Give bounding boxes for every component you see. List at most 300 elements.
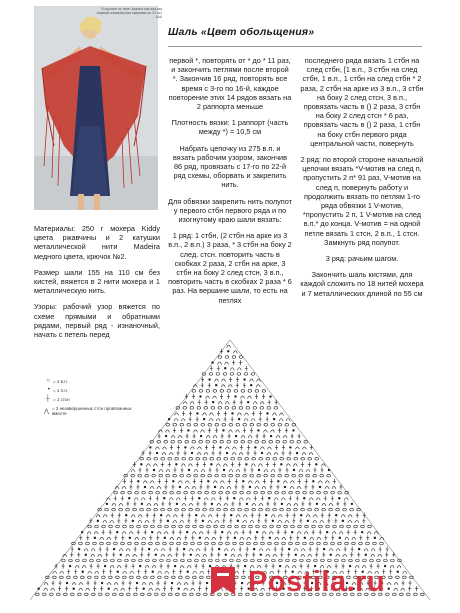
chart-stitch-symbol <box>94 537 96 539</box>
chart-stitch-symbol <box>91 554 95 557</box>
chart-stitch-symbol <box>192 440 196 443</box>
chart-stitch-symbol <box>169 498 173 501</box>
chart-stitch-symbol <box>159 518 162 523</box>
chart-stitch-symbol <box>189 508 193 511</box>
chart-stitch-symbol <box>201 474 205 477</box>
chart-stitch-symbol <box>401 588 405 591</box>
chart-stitch-symbol <box>291 434 294 439</box>
chart-stitch-symbol <box>247 542 251 545</box>
chart-stitch-symbol <box>216 559 220 562</box>
chart-stitch-symbol <box>177 537 181 540</box>
chart-stitch-symbol <box>180 520 184 523</box>
chart-stitch-symbol <box>205 537 209 540</box>
chart-stitch-symbol <box>163 491 167 494</box>
chart-stitch-symbol <box>270 396 272 398</box>
chart-stitch-symbol <box>160 514 162 516</box>
chart-stitch-symbol <box>311 484 314 489</box>
chart-stitch-symbol <box>77 552 80 557</box>
chart-stitch-symbol <box>273 462 276 467</box>
chart-stitch-symbol <box>377 559 381 562</box>
chart-stitch-symbol <box>100 542 104 545</box>
chart-stitch-symbol <box>156 452 158 454</box>
legend-label: = 1 в.п. <box>53 378 68 384</box>
chart-stitch-symbol <box>350 508 354 511</box>
chart-stitch-symbol <box>196 462 199 467</box>
chart-stitch-symbol <box>164 532 168 535</box>
chart-stitch-symbol <box>228 525 232 528</box>
chart-stitch-symbol <box>241 390 245 393</box>
chart-stitch-symbol <box>52 581 55 586</box>
chart-stitch-symbol <box>57 593 61 596</box>
chart-stitch-symbol <box>69 559 73 562</box>
chart-stitch-symbol <box>149 496 152 501</box>
photo-caption: В журнале по теме: Ааааа в ааа-ааа ааа Ааааааа аааааааа Ааа аааааааа аа. 24 №2 ААА <box>96 7 162 19</box>
chart-stitch-symbol <box>219 451 222 456</box>
chart-stitch-symbol <box>305 525 309 528</box>
chart-stitch-symbol <box>174 468 177 473</box>
chart-stitch-symbol <box>76 559 80 562</box>
chart-stitch-symbol <box>259 411 262 416</box>
chart-stitch-symbol <box>358 548 360 550</box>
chart-stitch-symbol <box>158 525 162 528</box>
chart-stitch-symbol <box>335 559 339 562</box>
chart-stitch-symbol <box>67 569 70 574</box>
chart-stitch-symbol <box>88 525 92 528</box>
chart-stitch-symbol <box>201 470 205 473</box>
chart-stitch-symbol <box>153 464 157 467</box>
chart-stitch-symbol <box>231 417 234 422</box>
chart-stitch-symbol <box>415 586 418 591</box>
chart-stitch-symbol <box>212 491 216 494</box>
chart-stitch-symbol <box>156 542 160 545</box>
chart-stitch-symbol <box>75 566 79 569</box>
chart-stitch-symbol <box>336 508 340 511</box>
chart-stitch-symbol <box>101 582 103 584</box>
double-crochet-symbol-icon: ┼ <box>45 396 50 402</box>
chart-stitch-symbol <box>105 552 108 557</box>
chart-stitch-symbol <box>261 491 265 494</box>
chart-stitch-symbol <box>134 593 138 596</box>
chart-stitch-symbol <box>332 486 336 489</box>
chart-stitch-symbol <box>252 552 255 557</box>
chart-stitch-symbol <box>179 525 183 528</box>
chart-stitch-symbol <box>184 451 187 456</box>
chart-stitch-symbol <box>116 576 120 579</box>
chart-stitch-symbol <box>224 549 228 552</box>
chart-stitch-symbol <box>259 549 263 552</box>
chart-stitch-symbol <box>308 501 311 506</box>
chart-stitch-symbol <box>347 530 350 535</box>
chart-stitch-symbol <box>274 453 278 456</box>
chart-stitch-symbol <box>175 552 178 557</box>
chart-stitch-symbol <box>157 486 161 489</box>
chart-stitch-symbol <box>154 457 158 460</box>
chart-stitch-symbol <box>293 559 297 562</box>
chart-stitch-symbol <box>282 537 286 540</box>
chart-stitch-symbol <box>125 514 127 516</box>
chart-stitch-symbol <box>239 360 242 365</box>
chart-stitch-symbol <box>215 384 217 386</box>
chart-stitch-symbol <box>246 503 248 505</box>
chart-stitch-symbol <box>336 501 339 506</box>
chart-stitch-symbol <box>155 593 159 596</box>
chart-stitch-symbol <box>248 396 252 399</box>
chart-stitch-symbol <box>354 530 357 535</box>
chart-stitch-symbol <box>281 547 284 552</box>
chart-stitch-symbol <box>183 407 187 410</box>
chart-stitch-symbol <box>234 390 238 393</box>
chart-stitch-symbol <box>282 451 285 456</box>
chart-stitch-symbol <box>114 496 117 501</box>
chart-stitch-symbol <box>289 451 292 456</box>
chart-stitch-symbol <box>338 542 342 545</box>
chart-stitch-symbol <box>152 571 154 573</box>
chart-stitch-symbol <box>186 576 190 579</box>
chart-stitch-symbol <box>244 559 248 562</box>
chart-stitch-symbol <box>385 552 388 557</box>
chart-stitch-symbol <box>258 559 262 562</box>
chart-stitch-symbol <box>247 451 250 456</box>
chart-stitch-symbol <box>160 564 163 569</box>
chart-stitch-symbol <box>224 411 227 416</box>
chart-stitch-symbol <box>154 508 158 511</box>
chart-stitch-symbol <box>208 423 212 426</box>
chart-stitch-symbol <box>248 440 252 443</box>
chart-stitch-symbol <box>255 390 259 393</box>
chart-stitch-symbol <box>238 457 242 460</box>
chart-stitch-symbol <box>304 532 308 535</box>
chart-stitch-symbol <box>303 491 307 494</box>
chart-stitch-symbol <box>199 484 202 489</box>
chart-stitch-symbol <box>209 419 213 422</box>
chart-stitch-symbol <box>178 436 182 439</box>
chart-stitch-symbol <box>177 583 181 586</box>
chart-stitch-symbol <box>188 430 190 432</box>
chart-stitch-symbol <box>107 583 111 586</box>
chart-stitch-symbol <box>114 588 118 591</box>
chart-stitch-symbol <box>214 486 216 488</box>
chart-stitch-symbol <box>257 379 261 382</box>
chart-stitch-symbol <box>217 503 221 506</box>
chart-stitch-symbol <box>267 453 271 456</box>
chart-stitch-symbol <box>212 451 215 456</box>
chart-stitch-symbol <box>260 447 264 450</box>
chart-stitch-symbol <box>313 520 317 523</box>
chart-stitch-symbol <box>226 535 229 540</box>
chart-stitch-symbol <box>220 440 224 443</box>
chart-stitch-symbol <box>190 402 194 405</box>
chart-stitch-symbol <box>172 576 176 579</box>
chart-stitch-symbol <box>361 525 365 528</box>
chart-stitch-symbol <box>313 515 317 518</box>
chart-stitch-symbol <box>233 491 237 494</box>
chart-stitch-symbol <box>230 373 234 376</box>
chart-stitch-symbol <box>308 462 311 467</box>
chart-stitch-symbol <box>266 417 269 422</box>
chart-stitch-symbol <box>114 491 118 494</box>
chart-stitch-symbol <box>180 428 183 433</box>
chart-stitch-symbol <box>185 481 189 484</box>
chart-stitch-symbol <box>146 464 150 467</box>
chart-stitch-symbol <box>227 486 231 489</box>
chart-stitch-symbol <box>235 396 237 398</box>
chart-stitch-symbol <box>268 542 272 545</box>
chart-stitch-symbol <box>135 491 139 494</box>
chart-stitch-symbol <box>97 520 99 522</box>
chart-stitch-symbol <box>329 508 333 511</box>
chart-stitch-symbol <box>137 569 140 574</box>
chart-stitch-symbol <box>117 518 120 523</box>
chart-stitch-symbol <box>241 484 244 489</box>
chart-stitch-symbol <box>202 520 204 522</box>
chart-stitch-symbol <box>331 496 334 501</box>
chart-stitch-symbol <box>215 520 219 523</box>
chart-stitch-symbol <box>276 436 280 439</box>
chart-stitch-symbol <box>172 480 174 482</box>
chart-stitch-symbol <box>243 515 247 518</box>
chart-stitch-symbol <box>277 525 281 528</box>
legend-label: = 1 п.п. <box>53 387 69 393</box>
chart-stitch-symbol <box>328 559 332 562</box>
chart-stitch-symbol <box>190 593 194 596</box>
chart-stitch-symbol <box>88 576 92 579</box>
chart-stitch-symbol <box>203 501 206 506</box>
chart-stitch-symbol <box>290 481 294 484</box>
chart-stitch-symbol <box>199 440 203 443</box>
chart-stitch-symbol <box>217 457 221 460</box>
chart-stitch-symbol <box>139 468 142 473</box>
chart-stitch-symbol <box>272 559 276 562</box>
chart-stitch-symbol <box>234 537 236 539</box>
chart-stitch-symbol <box>152 518 155 523</box>
chart-stitch-symbol <box>292 518 295 523</box>
chart-stitch-symbol <box>236 474 240 477</box>
chart-stitch-symbol <box>265 559 269 562</box>
chart-stitch-symbol <box>209 373 213 376</box>
chart-stitch-symbol <box>289 446 291 448</box>
chart-stitch-symbol <box>356 513 359 518</box>
chart-stitch-symbol <box>87 532 91 535</box>
chart-stitch-symbol <box>171 440 175 443</box>
chart-stitch-symbol <box>176 593 180 596</box>
materials-paragraph: Материалы: 250 г мохера Kiddy цвета ржавчины и 2 катушки металлической нити Madeira медного цвета, крючок №2. <box>34 224 160 261</box>
slip-symbol-icon: • <box>47 387 50 393</box>
chart-stitch-symbol <box>144 569 147 574</box>
chart-stitch-symbol <box>278 515 282 518</box>
chart-stitch-symbol <box>221 531 223 533</box>
chart-stitch-symbol <box>203 462 206 467</box>
chart-stitch-symbol <box>209 468 212 473</box>
chart-stitch-symbol <box>53 576 57 579</box>
chart-stitch-symbol <box>264 423 268 426</box>
chart-stitch-symbol <box>194 470 198 473</box>
chart-stitch-symbol <box>162 447 166 450</box>
chart-stitch-symbol <box>232 407 236 410</box>
chart-stitch-symbol <box>113 548 115 550</box>
chart-stitch-symbol <box>207 480 209 482</box>
edging-row2-paragraph: 2 ряд: по второй стороне начальной цепочки вязать *V-мотив на след п, пропустить 2 п* 91 раз, V-мотив на след п, повернуть работу и продолжить вязать по петлям 1-го ряда обвязки 1 V-мотив, *пропустить 2 п, 1 V-мотив на след в.п.* до конца. V-мотив = на одной петле вязать 1 стсн, 2 в.п., 1 стсн. Замкнуть ряд полупот. <box>300 155 424 247</box>
chart-stitch-symbol <box>93 586 96 591</box>
chart-stitch-symbol <box>227 390 231 393</box>
chart-stitch-symbol <box>284 486 286 488</box>
chart-stitch-symbol <box>208 515 212 518</box>
chart-stitch-symbol <box>94 581 97 586</box>
chart-stitch-symbol <box>186 434 189 439</box>
chart-stitch-symbol <box>125 559 129 562</box>
chart-stitch-symbol <box>120 554 122 556</box>
chart-stitch-symbol <box>220 481 224 484</box>
chart-stitch-symbol <box>208 383 211 388</box>
chart-stitch-symbol <box>79 588 83 591</box>
chart-stitch-symbol <box>202 559 206 562</box>
chart-stitch-symbol <box>220 390 224 393</box>
chart-stitch-symbol <box>254 542 258 545</box>
chart-stitch-symbol <box>147 457 151 460</box>
chart-stitch-symbol <box>237 520 239 522</box>
chart-stitch-symbol <box>183 402 187 405</box>
chart-stitch-symbol <box>151 576 155 579</box>
chart-stitch-symbol <box>322 503 326 506</box>
chart-stitch-symbol <box>117 566 121 569</box>
chart-stitch-symbol <box>339 532 343 535</box>
chart-stitch-symbol <box>165 525 169 528</box>
chart-stitch-symbol <box>252 503 256 506</box>
chart-stitch-symbol <box>128 491 132 494</box>
chart-stitch-symbol <box>226 491 230 494</box>
chart-stitch-symbol <box>114 583 118 586</box>
chart-stitch-symbol <box>258 430 260 432</box>
chart-stitch-symbol <box>351 547 354 552</box>
chart-stitch-symbol <box>298 434 301 439</box>
chart-stitch-symbol <box>220 394 223 399</box>
chart-stitch-symbol <box>217 411 220 416</box>
chart-stitch-symbol <box>287 552 290 557</box>
chart-stitch-symbol <box>255 481 259 484</box>
chart-stitch-symbol <box>129 484 132 489</box>
chart-stitch-symbol <box>316 503 318 505</box>
chart-stitch-symbol <box>189 503 193 506</box>
chart-stitch-symbol <box>235 430 239 433</box>
chart-stitch-symbol <box>175 508 179 511</box>
chart-stitch-symbol <box>306 515 310 518</box>
chart-stitch-symbol <box>247 401 249 403</box>
chart-stitch-symbol <box>350 552 353 557</box>
chart-stitch-symbol <box>169 453 173 456</box>
chart-stitch-symbol <box>165 479 168 484</box>
chart-stitch-symbol <box>199 581 202 586</box>
chart-stitch-symbol <box>216 419 220 422</box>
chart-stitch-symbol <box>122 581 125 586</box>
chart-stitch-symbol <box>161 462 164 467</box>
chart-stitch-symbol <box>321 468 324 473</box>
chart-stitch-symbol <box>166 423 170 426</box>
chart-stitch-symbol <box>275 491 279 494</box>
chart-stitch-symbol <box>232 360 235 365</box>
chart-stitch-symbol <box>148 593 152 596</box>
chart-stitch-symbol <box>205 400 208 405</box>
chart-stitch-symbol <box>243 474 247 477</box>
chart-stitch-symbol <box>286 419 290 422</box>
chart-stitch-symbol <box>260 407 264 410</box>
chart-stitch-symbol <box>285 520 289 523</box>
chart-stitch-symbol <box>231 508 235 511</box>
chart-stitch-symbol <box>345 537 349 540</box>
chart-stitch-symbol <box>196 501 199 506</box>
chart-stitch-symbol <box>251 513 254 518</box>
chart-stitch-symbol <box>133 508 137 511</box>
chart-stitch-symbol <box>73 588 75 590</box>
chart-stitch-symbol <box>72 583 76 586</box>
chart-stitch-symbol <box>114 535 117 540</box>
chart-stitch-symbol <box>328 513 331 518</box>
chart-stitch-symbol <box>222 518 225 523</box>
chart-stitch-symbol <box>138 474 142 477</box>
chart-stitch-symbol <box>308 457 312 460</box>
chart-stitch-symbol <box>273 457 277 460</box>
chart-stitch-symbol <box>129 537 131 539</box>
chart-stitch-symbol <box>278 474 282 477</box>
chart-stitch-symbol <box>112 552 115 557</box>
chart-stitch-symbol <box>182 503 186 506</box>
chart-stitch-symbol <box>229 377 232 382</box>
chart-stitch-symbol <box>225 356 229 359</box>
chart-stitch-symbol <box>140 463 142 465</box>
chart-stitch-symbol <box>162 453 166 456</box>
chart-stitch-symbol <box>349 559 353 562</box>
chart-stitch-symbol <box>51 588 55 591</box>
chart-stitch-symbol <box>191 496 194 501</box>
chart-stitch-symbol <box>352 537 356 540</box>
chart-stitch-symbol <box>293 464 297 467</box>
chart-stitch-symbol <box>227 345 231 348</box>
chart-stitch-symbol <box>173 520 177 523</box>
chart-stitch-symbol <box>341 515 345 518</box>
chart-stitch-symbol <box>282 445 285 450</box>
chart-stitch-symbol <box>202 413 206 416</box>
chart-stitch-symbol <box>293 513 296 518</box>
cast-on-paragraph: Набрать цепочку из 275 в.п. и вязать рабочим узором, закончив 86 ряд, провязать с 17-го по 22-й ряд схемы, оборвать и закрепить нить. <box>173 143 287 190</box>
chart-stitch-symbol <box>246 498 250 501</box>
chart-stitch-symbol <box>315 463 317 465</box>
chart-stitch-symbol <box>221 385 225 388</box>
chart-stitch-symbol <box>215 379 219 382</box>
chart-stitch-symbol <box>247 491 251 494</box>
chart-stitch-symbol <box>190 407 194 410</box>
chart-stitch-symbol <box>180 474 184 477</box>
chart-stitch-symbol <box>266 549 270 552</box>
chart-stitch-symbol <box>284 530 287 535</box>
chart-stitch-symbol <box>111 513 114 518</box>
chart-stitch-symbol <box>197 407 201 410</box>
chart-stitch-symbol <box>326 531 328 533</box>
chart-stitch-symbol <box>149 588 153 591</box>
chart-stitch-symbol <box>44 583 48 586</box>
chart-stitch-symbol <box>196 457 200 460</box>
chart-stitch-symbol <box>237 559 241 562</box>
chart-stitch-symbol <box>125 564 128 569</box>
chart-stitch-symbol <box>361 531 363 533</box>
chart-stitch-symbol <box>344 498 348 501</box>
chart-stitch-symbol <box>96 515 100 518</box>
chart-stitch-symbol <box>149 451 152 456</box>
chart-stitch-symbol <box>263 430 267 433</box>
chart-stitch-symbol <box>304 440 308 443</box>
chart-stitch-symbol <box>213 390 217 393</box>
chart-stitch-symbol <box>192 390 196 393</box>
chart-stitch-symbol <box>296 452 298 454</box>
chart-stitch-symbol <box>180 566 184 569</box>
chart-stitch-symbol <box>294 503 298 506</box>
